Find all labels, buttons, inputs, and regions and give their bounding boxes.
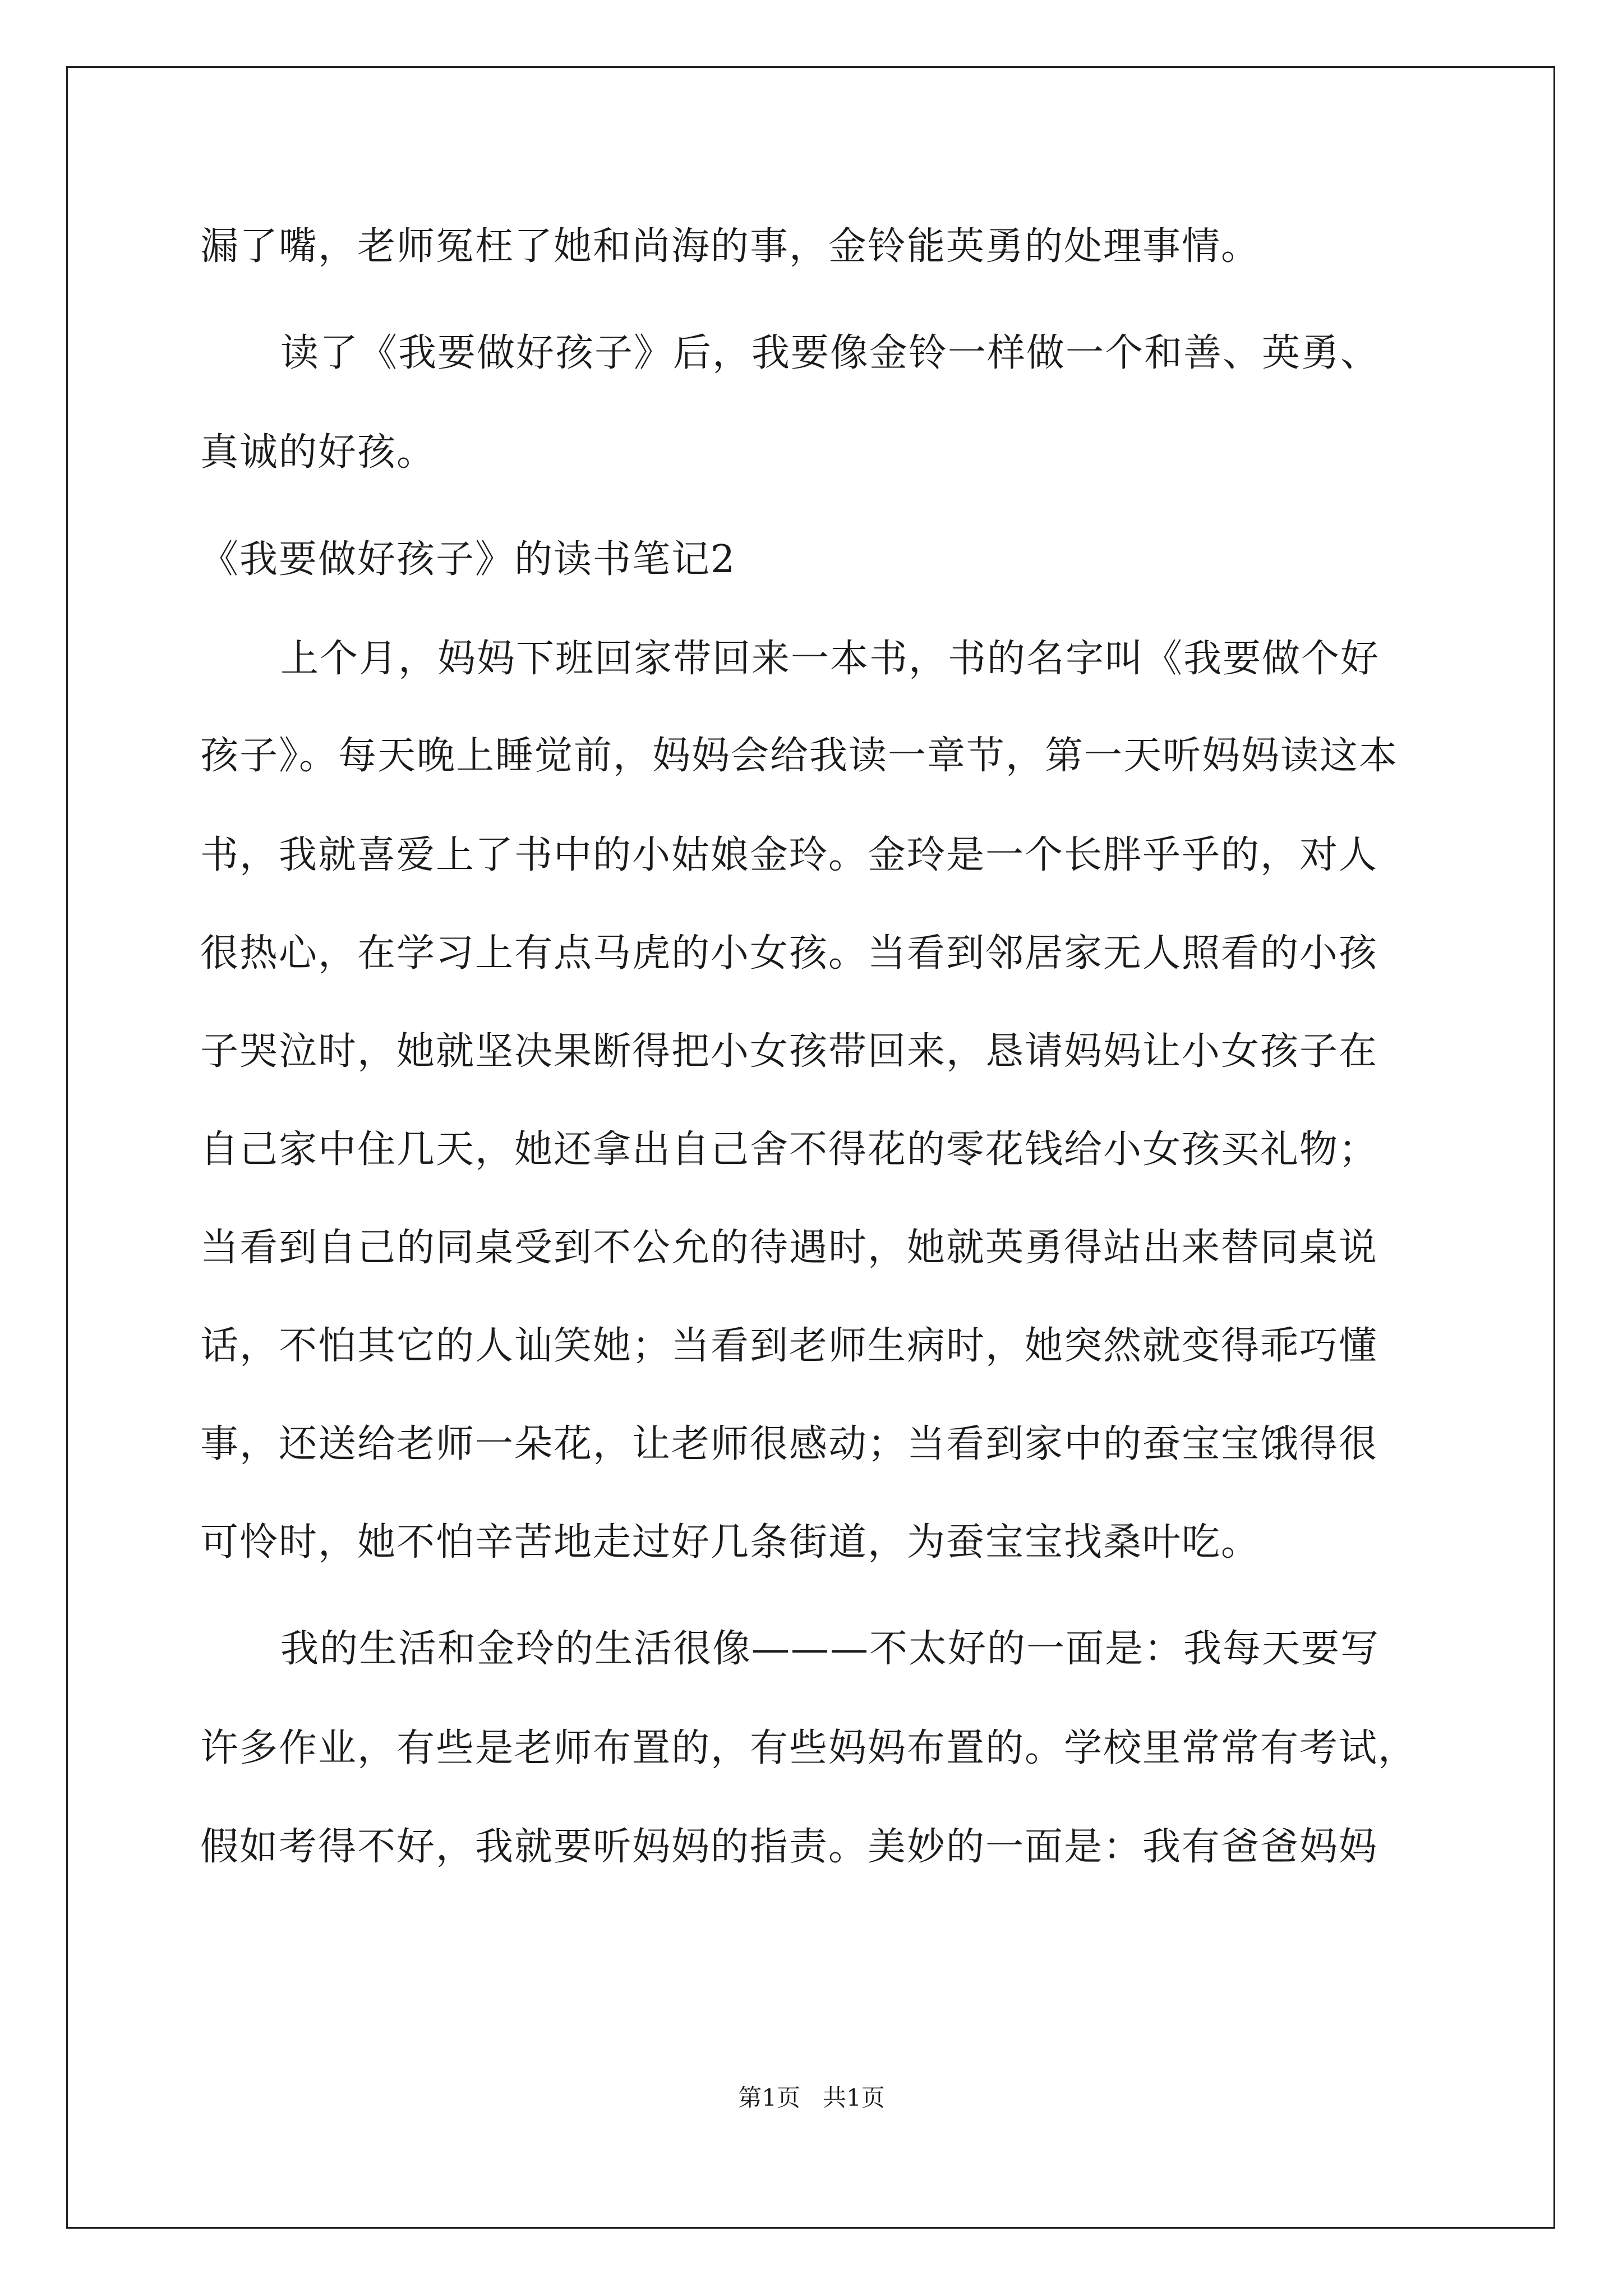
text-line: 假如考得不好，我就要听妈妈的指责。美妙的一面是：我有爸爸妈妈 <box>200 1825 1378 1869</box>
text-line: 漏了嘴，老师冤枉了她和尚海的事，金铃能英勇的处理事情。 <box>200 224 1261 269</box>
paragraph-first-line: 上个月，妈妈下班回家带回来一本书，书的名字叫《我要做个好 <box>280 637 1380 681</box>
text-line: 当看到自己的同桌受到不公允的待遇时，她就英勇得站出来替同桌说 <box>200 1226 1378 1270</box>
paragraph-first-line: 我的生活和金玲的生活很像———不太好的一面是：我每天要写 <box>280 1627 1380 1671</box>
text-line: 孩子》。每天晚上睡觉前，妈妈会给我读一章节，第一天听妈妈读这本 <box>200 734 1399 778</box>
text-line: 话，不怕其它的人讪笑她；当看到老师生病时，她突然就变得乖巧懂 <box>200 1324 1378 1368</box>
text-line: 很热心，在学习上有点马虎的小女孩。当看到邻居家无人照看的小孩 <box>200 931 1378 976</box>
text-line: 许多作业，有些是老师布置的，有些妈妈布置的。学校里常常有考试， <box>200 1726 1418 1770</box>
text-line: 子哭泣时，她就坚决果断得把小女孩带回来，恳请妈妈让小女孩子在 <box>200 1029 1378 1074</box>
text-line: 可怜时，她不怕辛苦地走过好几条街道，为蚕宝宝找桑叶吃。 <box>200 1520 1261 1565</box>
text-line: 书，我就喜爱上了书中的小姑娘金玲。金玲是一个长胖乎乎的，对人 <box>200 833 1378 877</box>
text-line: 事，还送给老师一朵花，让老师很感动；当看到家中的蚕宝宝饿得很 <box>200 1422 1378 1466</box>
paragraph-first-line: 读了《我要做好孩子》后，我要像金铃一样做一个和善、英勇、 <box>280 331 1380 375</box>
section-heading: 《我要做好孩子》的读书笔记2 <box>200 537 736 582</box>
page-footer: 第1页 共1页 <box>738 2084 885 2111</box>
text-line: 真诚的好孩。 <box>200 430 436 475</box>
text-line: 自己家中住几天，她还拿出自己舍不得花的零花钱给小女孩买礼物； <box>200 1128 1378 1172</box>
